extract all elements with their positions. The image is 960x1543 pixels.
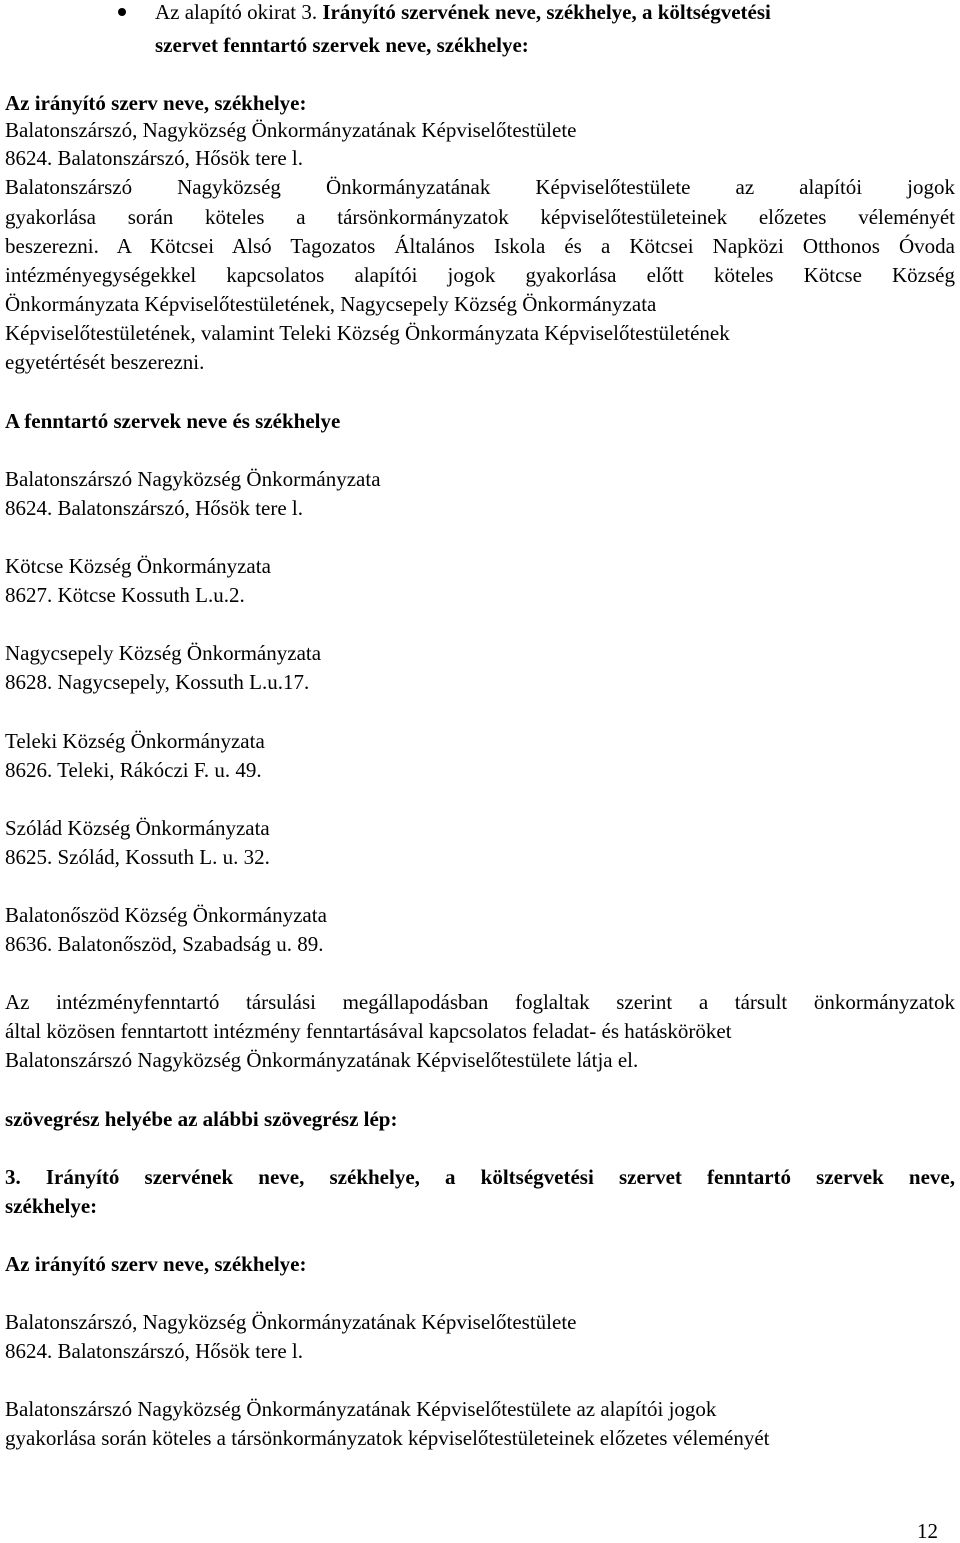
fenntarto-address: 8626. Teleki, Rákóczi F. u. 49. [5,758,262,782]
bullet-icon [118,8,126,16]
fenntarto-address: 8625. Szólád, Kossuth L. u. 32. [5,845,270,869]
para2-line: Balatonszárszó Nagyközség Önkormányzatának Képviselőtestülete látja el. [5,1048,639,1072]
irany-name: Balatonszárszó, Nagyközség Önkormányzatának Képviselőtestülete [5,118,577,142]
fenntarto-address: 8628. Nagycsepely, Kossuth L.u.17. [5,670,310,694]
new-heading-line1: 3. Irányító szervének neve, székhelye, a költségvetési szervet fenntartó szervek neve, [5,1165,955,1189]
fenntarto-address: 8627. Kötcse Kossuth L.u.2. [5,583,245,607]
new-para1-line: gyakorlása során köteles a társönkormányzatok képviselőtestületeinek előzetes véleményét [5,1426,770,1450]
para2-line: Az intézményfenntartó társulási megállapodásban foglaltak szerint a társult önkormányzatok [5,990,955,1014]
para2-line: által közösen fenntartott intézmény fenntartásával kapcsolatos feladat- és hatásköröket [5,1019,732,1043]
bullet-heading-lead: Az alapító okirat 3. [155,0,318,24]
new-irany-heading: Az irányító szerv neve, székhelye: [5,1252,307,1276]
bullet-heading-line1 [155,0,771,24]
fenntarto-name: Szólád Község Önkormányzata [5,816,270,840]
fenntarto-name: Teleki Község Önkormányzata [5,729,265,753]
fenntarto-address: 8624. Balatonszárszó, Hősök tere l. [5,496,304,520]
para1-line: egyetértését beszerezni. [5,350,205,374]
para1-line: Önkormányzata Képviselőtestületének, Nagycsepely Község Önkormányzata [5,292,657,316]
irany-heading: Az irányító szerv neve, székhelye: [5,91,307,115]
fenntarto-heading: A fenntartó szervek neve és székhelye [5,409,341,433]
para1-line: Balatonszárszó Nagyközség Önkormányzatának Képviselőtestülete az alapítói jogok [5,175,955,199]
new-heading-line2: székhelye: [5,1194,98,1218]
fenntarto-name: Balatonőszöd Község Önkormányzata [5,903,327,927]
fenntarto-name: Kötcse Község Önkormányzata [5,554,271,578]
new-para1-line: Balatonszárszó Nagyközség Önkormányzatának Képviselőtestülete az alapítói jogok [5,1397,717,1421]
para1-line: Képviselőtestületének, valamint Teleki Község Önkormányzata Képviselőtestületének [5,321,730,345]
irany-address: 8624. Balatonszárszó, Hősök tere l. [5,146,304,170]
bullet-heading-bold: Irányító szervének neve, székhelye, a költségvetési [322,0,771,24]
bullet-heading-line2: szervet fenntartó szervek neve, székhelye: [155,33,529,57]
fenntarto-name: Nagycsepely Község Önkormányzata [5,641,322,665]
replace-label: szövegrész helyébe az alábbi szövegrész lép: [5,1107,398,1131]
new-irany-name: Balatonszárszó, Nagyközség Önkormányzatának Képviselőtestülete [5,1310,577,1334]
para1-line: gyakorlása során köteles a társönkormányzatok képviselőtestületeinek előzetes véleményét [5,205,955,229]
fenntarto-name: Balatonszárszó Nagyközség Önkormányzata [5,467,381,491]
para1-line: intézményegységekkel kapcsolatos alapítói jogok gyakorlása előtt köteles Kötcse Község [5,263,955,287]
para1-line: beszerezni. A Kötcsei Alsó Tagozatos Általános Iskola és a Kötcsei Napközi Otthonos Óvoda [5,234,955,258]
page-number: 12 [917,1519,938,1543]
new-irany-address: 8624. Balatonszárszó, Hősök tere l. [5,1339,304,1363]
fenntarto-address: 8636. Balatonőszöd, Szabadság u. 89. [5,932,324,956]
